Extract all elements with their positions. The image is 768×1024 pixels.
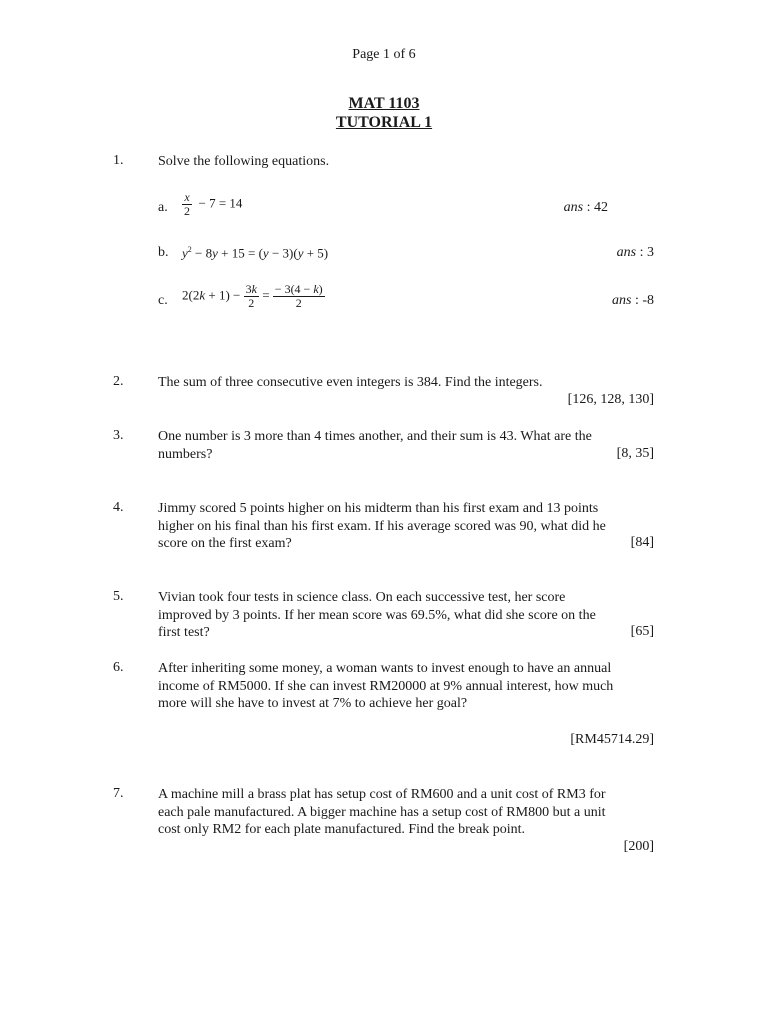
question-text: Solve the following equations. [158,154,330,169]
question-number: 2. [113,374,124,389]
page-number: Page 1 of 6 [352,47,416,62]
part-letter-b: b. [158,245,169,260]
equation-a: $\frac{x}{2}$ − 7 = 14 [184,190,243,218]
question-line: income of RM5000. If she can invest RM20000 at 9% annual interest, how much [158,678,614,694]
question-number: 4. [113,500,124,515]
answer-b [617,245,654,261]
ans-value: : 42 [586,200,608,215]
question-number: 5. [113,589,124,604]
question-line: score on the first exam? [158,536,292,552]
question-line: After inheriting some money, a woman wants to invest enough to have an annual [158,661,612,676]
question-line: each pale manufactured. A bigger machine has a setup cost of RM800 but a unit [158,804,606,820]
question-line: numbers? [158,446,213,462]
ans-label: ans [563,200,584,215]
question-answer: [126, 128, 130] [567,392,654,407]
question-line: first test? [158,625,210,641]
question-answer: [8, 35] [616,446,654,461]
ans-label: ans [616,245,637,260]
part-letter-a: a. [158,200,168,215]
question-line: improved by 3 points. If her mean score was 69.5%, what did she score on the [158,607,596,623]
question-answer: [200] [623,839,654,854]
question-line: A machine mill a brass plat has setup cost of RM600 and a unit cost of RM3 for [158,787,606,802]
tutorial-title: TUTORIAL 1 [335,114,433,131]
question-line: Jimmy scored 5 points higher on his midterm than his first exam and 13 points [158,501,599,516]
question-answer: [65] [630,624,654,639]
question-number: 1. [113,153,124,168]
question-number: 7. [113,786,124,801]
question-answer: [RM45714.29] [570,732,654,747]
course-code: MAT 1103 [348,95,420,112]
equation-b: $y^2 - 8y + 15 = (y - 3)(y + 5)$ [182,245,329,261]
question-line: Vivian took four tests in science class. On each successive test, her score [158,590,566,605]
question-number: 3. [113,428,124,443]
part-letter-c: c. [158,293,168,308]
question-text [158,589,654,642]
equation-c: 2(2k + 1) − $\frac{3k}{2}$ = $\frac{- 3(4 - k)}{2}$ [182,282,323,310]
question-number: 6. [113,660,124,675]
page-title [0,94,768,132]
question-line: higher on his final than his first exam. If his average scored was 90, what did he [158,518,606,534]
question-text [158,500,654,553]
question-text [158,428,654,463]
question-line: more will she have to invest at 7% to achieve her goal? [158,696,468,712]
answer-a [564,200,608,216]
question-text [158,786,654,839]
ans-value: : -8 [634,293,654,308]
question-line: cost only RM2 for each plate manufactured. Find the break point. [158,822,526,838]
question-answer: [84] [630,535,654,550]
question-line: One number is 3 more than 4 times another, and their sum is 43. What are the [158,429,592,444]
question-text [158,660,654,713]
answer-c [612,293,654,309]
ans-value: : 3 [639,245,654,260]
question-text: The sum of three consecutive even integers is 384. Find the integers. [158,375,543,390]
ans-label: ans [611,293,632,308]
